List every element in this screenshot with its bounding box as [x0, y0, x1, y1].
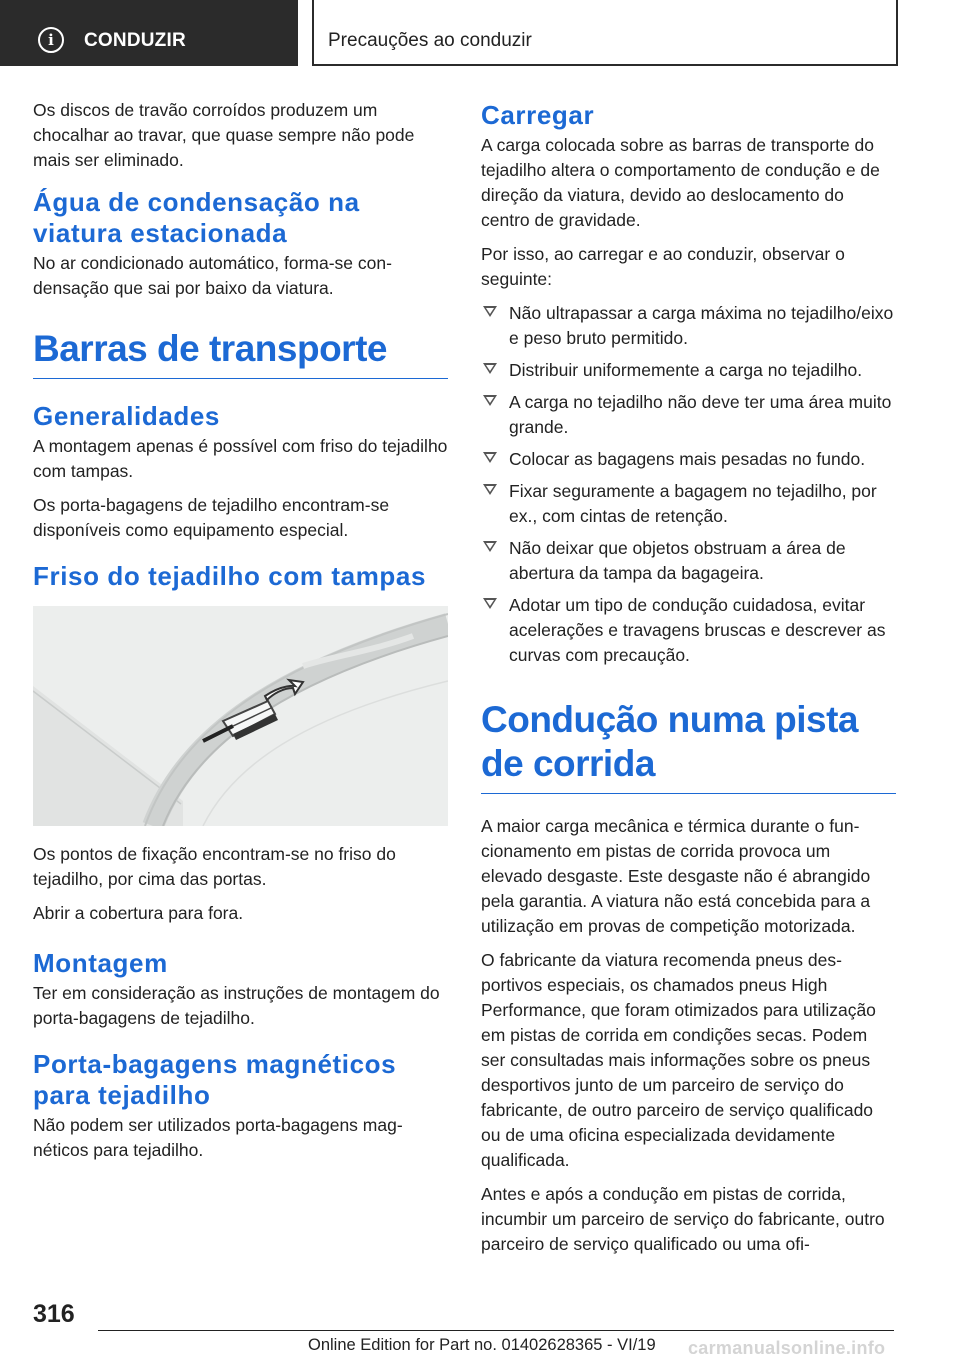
page-title-box [312, 0, 898, 66]
footer-divider [98, 1330, 894, 1331]
triangle-bullet-icon [483, 363, 497, 374]
right-column [481, 100, 896, 1266]
loading-paragraph-1: A carga colocada sobre as barras de transporte do tejadilho altera o comportamento de condução e de direção da viatura, devido ao deslocamento do centro de gravidade. [481, 135, 880, 230]
general-paragraph-2: Os porta-bagagens de tejadilho encontram-se disponíveis como equipamento especial. [33, 495, 390, 540]
list-item: A carga no tejadilho não deve ter uma área muito grande. [481, 390, 896, 440]
intro-paragraph: Os discos de travão corroídos produzem um chocalhar ao travar, que quase sempre não pode mais ser eliminado. [33, 100, 415, 170]
list-item: Distribuir uniformemente a carga no tejadilho. [481, 358, 896, 383]
triangle-bullet-icon [483, 452, 497, 463]
loading-heading: Carregar [481, 100, 595, 130]
page-title: Precauções ao conduzir [328, 30, 532, 51]
section-label: CONDUZIR [84, 30, 186, 51]
triangle-bullet-icon [483, 484, 497, 495]
mounting-heading: Montagem [33, 948, 168, 978]
triangle-bullet-icon [483, 598, 497, 609]
list-item: Colocar as bagagens mais pesadas no fundo. [481, 447, 896, 472]
track-paragraph-3: Antes e após a condução em pistas de corrida, incumbir um parceiro de serviço do fabricante, outro parceiro de serviço qualificado ou uma ofi- [481, 1184, 885, 1254]
magnetic-heading: Porta-bagagens magnéticos para tejadilho [33, 1049, 397, 1110]
list-item: Não deixar que objetos obstruam a área de abertura da tampa da bagageira. [481, 536, 896, 586]
list-item: Adotar um tipo de condução cuidadosa, evitar acelerações e travagens bruscas e descrever as curvas com precaução. [481, 593, 896, 668]
watermark: carmanualsonline.info [688, 1338, 886, 1358]
loading-bullet-list [481, 301, 896, 668]
figure-caption-2: Abrir a cobertura para fora. [33, 903, 244, 923]
frieze-heading: Friso do tejadilho com tampas [33, 561, 427, 591]
figure-caption-1: Os pontos de fixação encontram-se no friso do tejadilho, por cima das portas. [33, 844, 396, 889]
track-paragraph-1: A maior carga mecânica e térmica durante o funcionamento em pistas de corrida provoca um elevado desgaste. Este desgaste não é abrangido pela garantia. A viatura não está concebida para a utilização em provas de competição motorizada. [481, 816, 871, 936]
triangle-bullet-icon [483, 395, 497, 406]
page-number: 316 [33, 1300, 75, 1328]
general-heading: Generalidades [33, 401, 220, 431]
info-icon: i [38, 27, 64, 53]
condensation-heading: Água de condensação na viatura estacionada [33, 187, 360, 248]
section-heading: Barras de transporte [33, 327, 448, 379]
track-heading: Condução numa pista de corrida [481, 698, 896, 794]
mounting-paragraph: Ter em consideração as instruções de montagem do porta-bagagens de tejadilho. [33, 983, 440, 1028]
loading-paragraph-2: Por isso, ao carregar e ao conduzir, observar o seguinte: [481, 244, 845, 289]
general-paragraph-1: A montagem apenas é possível com friso do tejadilho com tampas. [33, 436, 448, 481]
track-paragraph-2: O fabricante da viatura recomenda pneus desportivos especiais, os chamados pneus High Performance, que foram otimizados para utilização em pistas de corrida em condições secas. Podem ser consultadas mais informações sobre os pneus desportivos junto de um parceiro de serviço do fabricante, de outro parceiro de serviço qualificado ou de uma oficina especializada devidamente qualificada. [481, 950, 876, 1170]
page-header [0, 0, 960, 66]
section-tab [0, 0, 298, 66]
left-column [33, 98, 448, 1172]
roof-frieze-illustration [33, 606, 448, 826]
condensation-paragraph: No ar condicionado automático, forma-se condensação que sai por baixo da viatura. [33, 253, 392, 298]
edition-text: Online Edition for Part no. 01402628365 - VI/19 [308, 1336, 656, 1354]
list-item: Fixar seguramente a bagagem no tejadilho, por ex., com cintas de retenção. [481, 479, 896, 529]
magnetic-paragraph: Não podem ser utilizados porta-bagagens magnéticos para tejadilho. [33, 1115, 403, 1160]
roof-frieze-figure [33, 606, 448, 826]
list-item: Não ultrapassar a carga máxima no tejadilho/eixo e peso bruto permitido. [481, 301, 896, 351]
triangle-bullet-icon [483, 306, 497, 317]
triangle-bullet-icon [483, 541, 497, 552]
